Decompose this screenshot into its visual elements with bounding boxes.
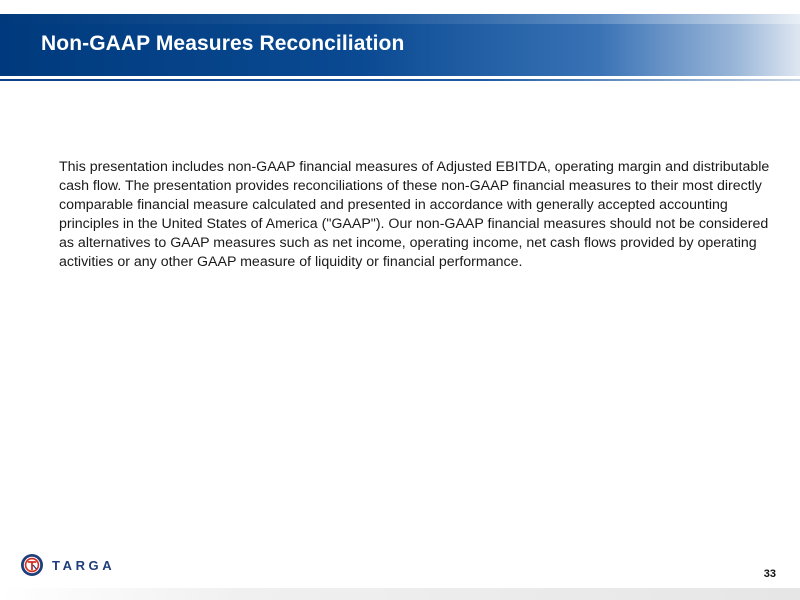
page-title: Non-GAAP Measures Reconciliation xyxy=(41,32,405,55)
header-highlight xyxy=(0,14,800,24)
body-paragraph: This presentation includes non-GAAP financial measures of Adjusted EBITDA, operating margin and distributable cash flow. The presentation provides reconciliations of these non-GAAP financial measures to their most directly comparable financial measure calculated and presented in accordance with generally accepted accounting principles in the United States of America ("GAAP"). Our non-GAAP financial measures should not be considered as alternatives to GAAP measures such as net income, operating income, net cash flows provided by operating activities or any other GAAP measure of liquidity or financial performance. xyxy=(59,159,770,270)
footer-band xyxy=(0,588,800,600)
logo-wordmark: TARGA xyxy=(52,557,116,573)
header-divider xyxy=(0,79,800,81)
company-logo xyxy=(20,552,115,578)
targa-logo-icon xyxy=(20,553,44,577)
page-number: 33 xyxy=(763,568,776,580)
